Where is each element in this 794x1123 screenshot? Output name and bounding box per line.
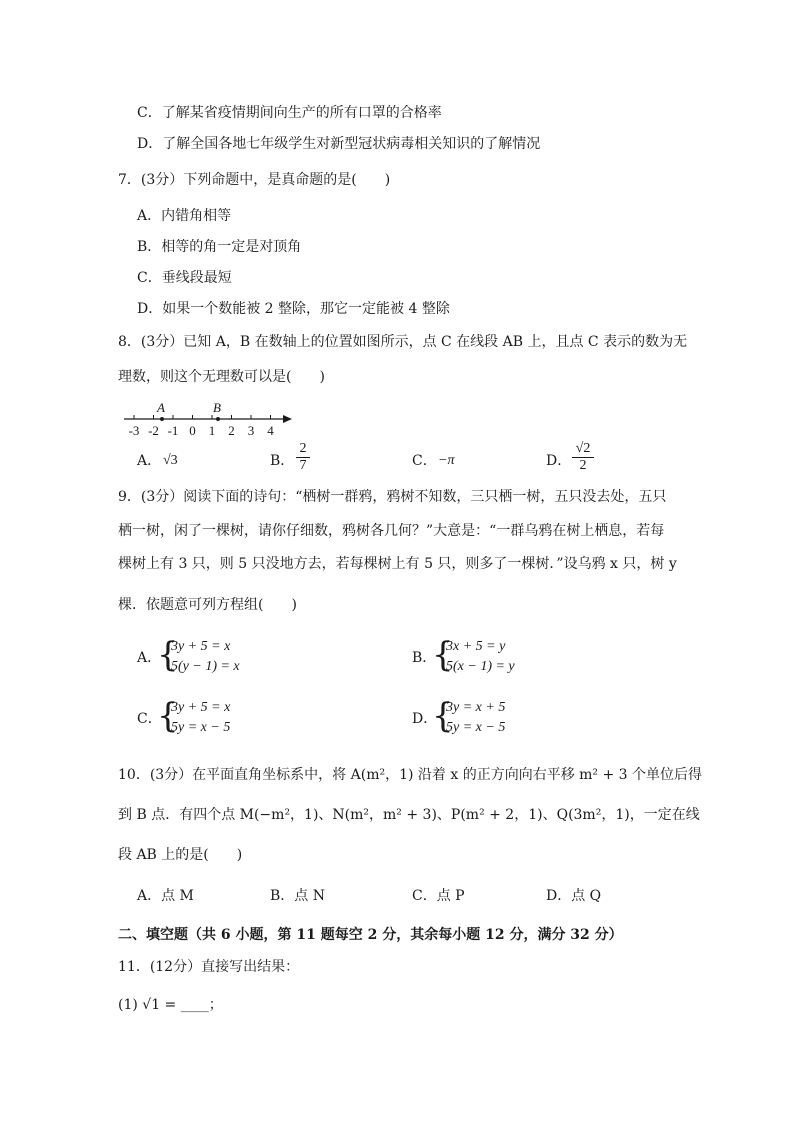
q9-option-c-label: C． bbox=[137, 711, 162, 727]
q9-option-d-eq2: 5y = x − 5 bbox=[446, 720, 506, 735]
q8-option-d-fraction bbox=[572, 441, 594, 474]
q11-stem: 11．(12分）直接写出结果： bbox=[118, 959, 300, 975]
number-line-tick-label: 4 bbox=[267, 423, 274, 438]
q10-option-a: A．点 M bbox=[137, 888, 194, 904]
number-line-tick-label: -3 bbox=[128, 423, 140, 438]
q10-stem-line2: 到 B 点．有四个点 M(−m²，1)、N(m²，m² + 3)、P(m² + 2，1)、Q(3m²，1)，一定在线 bbox=[118, 807, 700, 823]
number-line-tick-label: 3 bbox=[247, 423, 255, 438]
q7-option-a: A．内错角相等 bbox=[137, 208, 232, 224]
q9-option-a-label: A． bbox=[137, 650, 162, 666]
q9-option-a-eq2: 5(y − 1) = x bbox=[171, 659, 240, 674]
q8-option-b-denominator: 7 bbox=[299, 458, 307, 473]
point-b-dot bbox=[216, 417, 220, 421]
q9-stem-line2: 栖一树，闲了一棵树，请你仔细数，鸦树各几何？”大意是：“一群乌鸦在树上栖息，若每 bbox=[118, 523, 665, 539]
q7-option-c: C．垂线段最短 bbox=[137, 270, 232, 286]
q9-option-a-brace: { bbox=[157, 635, 179, 675]
q9-option-d-label: D． bbox=[412, 711, 438, 727]
q7-option-d: D．如果一个数能被 2 整除，那它一定能被 4 整除 bbox=[137, 301, 450, 317]
q8-option-d-numerator: √2 bbox=[575, 441, 591, 456]
q9-option-c-eq1: 3y + 5 = x bbox=[171, 700, 231, 715]
q9-option-a-eq1: 3y + 5 = x bbox=[171, 639, 231, 654]
q9-option-b-label: B． bbox=[412, 650, 437, 666]
q8-option-d-label: D． bbox=[546, 453, 572, 469]
q8-option-c-value: −π bbox=[438, 453, 455, 468]
q9-option-b-brace: { bbox=[432, 635, 454, 675]
point-a-dot bbox=[160, 417, 164, 421]
q8-option-a-value: √3 bbox=[163, 453, 178, 468]
number-line-arrow bbox=[283, 415, 292, 423]
q7-stem: 7．(3分）下列命题中，是真命题的是( ) bbox=[118, 172, 391, 188]
q7-option-b: B．相等的角一定是对顶角 bbox=[137, 239, 302, 255]
q8-option-c-label: C． bbox=[412, 453, 437, 469]
point-b-label: B bbox=[213, 400, 221, 415]
q10-option-b: B．点 N bbox=[270, 888, 325, 904]
number-line-tick-label: 1 bbox=[208, 423, 216, 438]
q9-stem-line1: 9．(3分）阅读下面的诗句：“栖树一群鸦，鸦树不知数，三只栖一树，五只没去处，五只 bbox=[118, 489, 667, 505]
q9-option-c-brace: { bbox=[157, 696, 179, 736]
q8-option-b-fraction bbox=[296, 441, 310, 474]
q8-option-d-denominator: 2 bbox=[579, 458, 587, 473]
number-line-tick-label: 2 bbox=[228, 423, 235, 438]
q9-stem-line4: 棵．依题意可列方程组( ) bbox=[118, 597, 297, 613]
q9-option-d-eq1: 3y = x + 5 bbox=[446, 700, 506, 715]
q10-option-d: D．点 Q bbox=[546, 888, 602, 904]
q9-option-d-brace: { bbox=[432, 696, 454, 736]
section-2-title: 二、填空题（共 6 小题，第 11 题每空 2 分，其余每小题 12 分，满分 32 分） bbox=[118, 927, 623, 943]
q9-option-b-eq2: 5(x − 1) = y bbox=[446, 659, 515, 674]
q10-option-c: C．点 P bbox=[412, 888, 465, 904]
q11-part-1: (1) √1 = ____； bbox=[118, 997, 223, 1013]
q9-option-b-eq1: 3x + 5 = y bbox=[446, 639, 506, 654]
q9-stem-line3: 棵树上有 3 只，则 5 只没地方去，若每棵树上有 5 只，则多了一棵树．”设乌鸦 x 只，树 y bbox=[118, 556, 677, 572]
q8-stem-line1: 8．(3分）已知 A，B 在数轴上的位置如图所示，点 C 在线段 AB 上，且点 C 表示的数为无 bbox=[118, 334, 688, 350]
q6-option-c: C．了解某省疫情期间向生产的所有口罩的合格率 bbox=[137, 105, 442, 121]
number-line-tick-label: -1 bbox=[167, 423, 179, 438]
q8-option-b-numerator: 2 bbox=[299, 441, 307, 456]
q10-stem-line1: 10．(3分）在平面直角坐标系中，将 A(m²，1) 沿着 x 的正方向向右平移 m² + 3 个单位后得 bbox=[118, 767, 703, 783]
number-line-tick-label: -2 bbox=[148, 423, 159, 438]
q9-option-c-eq2: 5y = x − 5 bbox=[171, 720, 231, 735]
point-a-label: A bbox=[157, 400, 165, 415]
q6-option-d: D．了解全国各地七年级学生对新型冠状病毒相关知识的了解情况 bbox=[137, 136, 541, 152]
q8-stem-line2: 理数，则这个无理数可以是( ) bbox=[118, 369, 325, 385]
number-line-figure bbox=[120, 400, 300, 440]
q10-stem-line3: 段 AB 上的是( ) bbox=[118, 847, 243, 863]
q8-option-a-label: A． bbox=[137, 453, 162, 469]
q8-option-b-label: B． bbox=[270, 453, 295, 469]
number-line-tick-label: 0 bbox=[189, 423, 196, 438]
